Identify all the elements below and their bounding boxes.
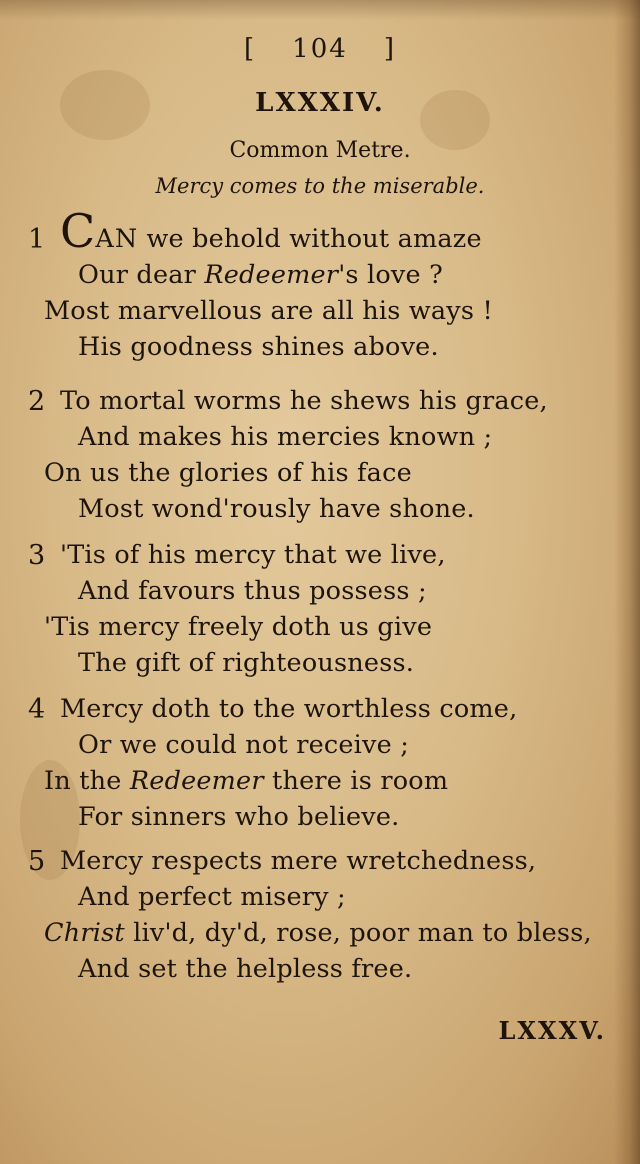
small-caps-word: AN [95,224,139,254]
stanza-line: Or we could not receive ; [78,730,409,760]
stanza-line [60,204,482,258]
catchword: LXXXV. [498,1016,606,1045]
stanza-line: Most wond'rously have shone. [78,494,475,524]
page-number: 104 [292,34,348,64]
line-text: liv'd, dy'd, rose, poor man to bless, [124,918,592,948]
stanza-line: 'Tis mercy freely doth us give [44,612,433,642]
stanza-number: 1 [28,224,46,255]
stanza-line [78,260,443,290]
line-text: Our dear [78,260,205,290]
stanza-number: 2 [28,386,46,417]
stanza-line: For sinners who believe. [78,802,400,832]
stanza-number: 4 [28,694,46,725]
line-text: we behold without amaze [138,224,482,254]
line-text: there is room [263,766,449,796]
stanza-line: And favours thus possess ; [78,576,427,606]
hymn-number: LXXXIV. [255,88,385,118]
drop-cap: C [60,204,96,258]
stanza-line: Mercy respects mere wretchedness, [60,846,537,876]
stanza-line [44,918,592,948]
bracket-close: ] [383,34,396,64]
italic-word: Redeemer [204,260,339,290]
stanza-line [44,766,448,796]
stanza-number: 5 [28,846,46,877]
stanza-line: And set the helpless free. [78,954,413,984]
page-top-shadow [0,0,640,20]
stanza-line: Most marvellous are all his ways ! [44,296,493,326]
line-text: In the [44,766,130,796]
line-text: 's love ? [338,260,443,290]
stanza-line: Mercy doth to the worthless come, [60,694,518,724]
stanza-line: His goodness shines above. [78,332,439,362]
stanza-line: On us the glories of his face [44,458,412,488]
stanza-line: To mortal worms he shews his grace, [60,386,548,416]
italic-word: Christ [44,918,125,948]
stanza-line: And perfect misery ; [78,882,346,912]
italic-word: Redeemer [129,766,264,796]
page-header [0,34,640,64]
bracket-open: [ [244,34,257,64]
stanza-line: 'Tis of his mercy that we live, [60,540,446,570]
stanza-line: The gift of righteousness. [78,648,415,678]
hymn-subject: Mercy comes to the miserable. [155,174,485,198]
stanza-line: And makes his mercies known ; [78,422,493,452]
metre-heading: Common Metre. [229,138,411,163]
stanza-number: 3 [28,540,46,571]
